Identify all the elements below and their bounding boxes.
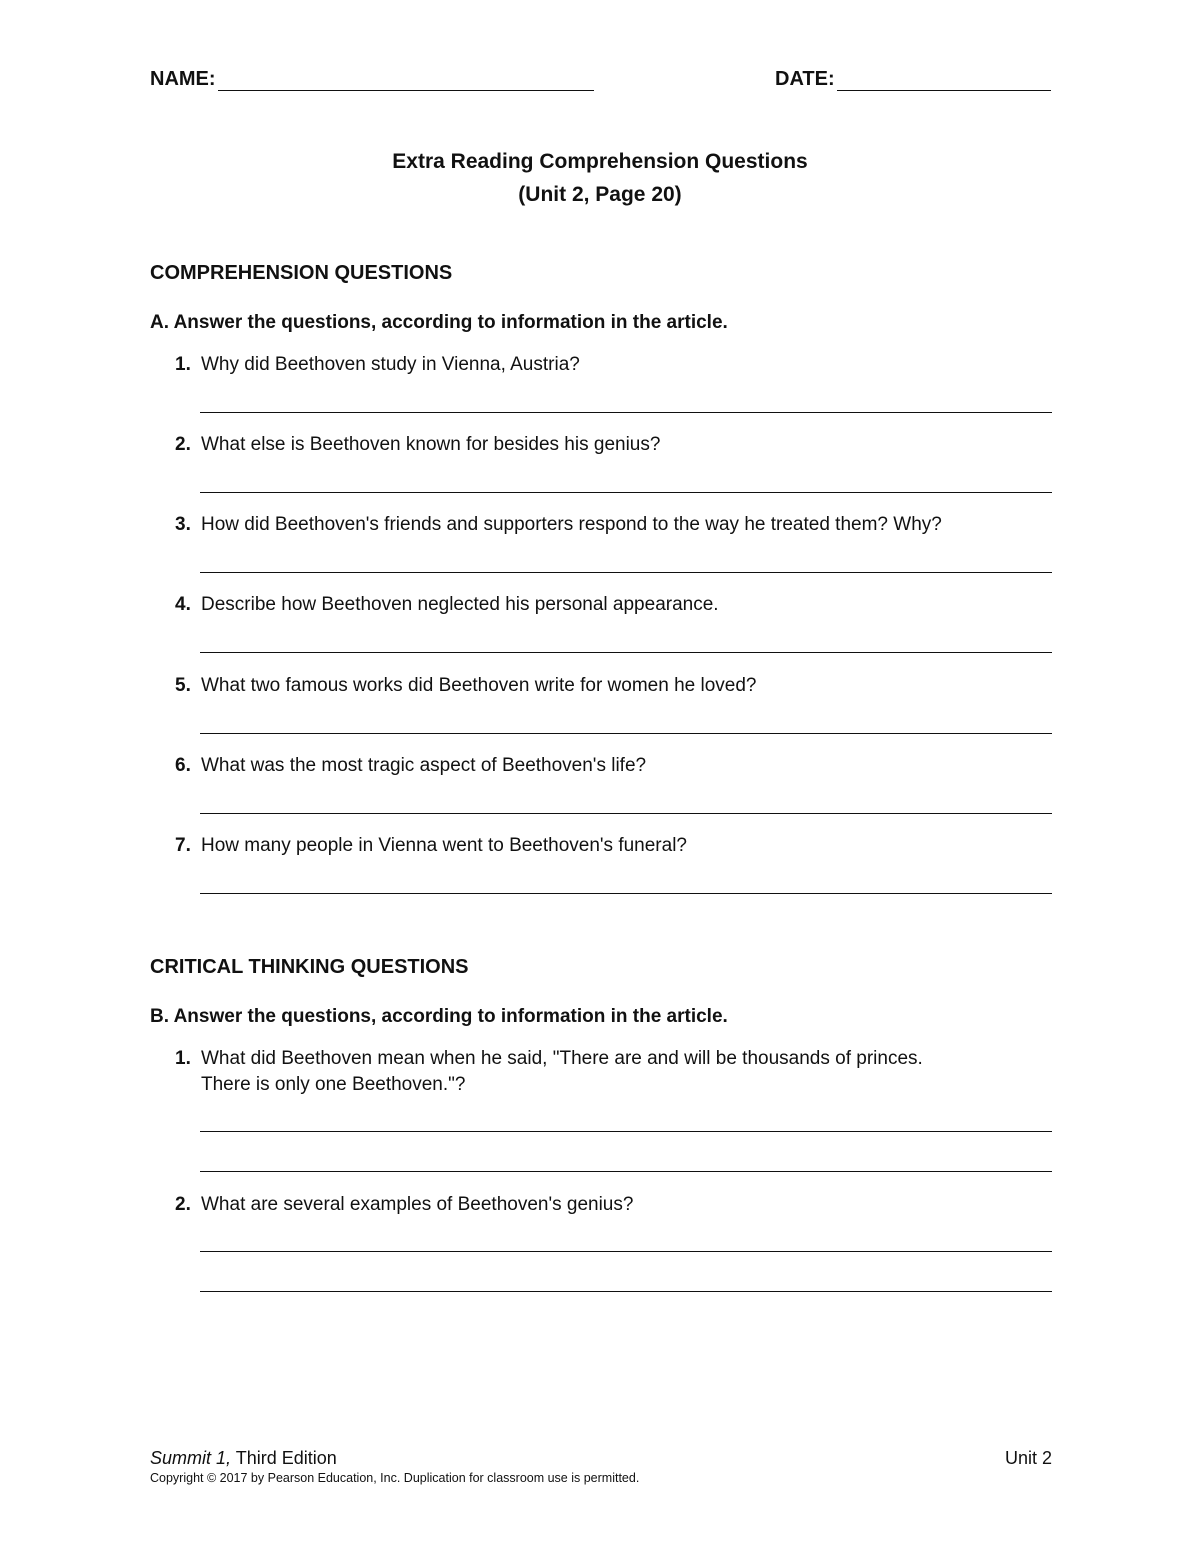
- answer-line: [200, 492, 1052, 493]
- question-number: 4.: [175, 594, 191, 615]
- question-text: What was the most tragic aspect of Beethoven's life?: [201, 755, 647, 776]
- critical-question: [175, 1046, 1055, 1095]
- question-text-line-2: There is only one Beethoven."?: [201, 1074, 466, 1095]
- book-name: Summit 1,: [150, 1448, 232, 1468]
- title-line-1: Extra Reading Comprehension Questions: [392, 150, 808, 173]
- critical-thinking-heading: CRITICAL THINKING QUESTIONS: [150, 956, 469, 978]
- question-text: Why did Beethoven study in Vienna, Austria?: [201, 354, 580, 375]
- comprehension-question: [175, 833, 1055, 859]
- title-line-2: (Unit 2, Page 20): [518, 183, 682, 206]
- question-number: 7.: [175, 835, 191, 856]
- worksheet-title: [0, 145, 1200, 211]
- question-number: 1.: [175, 354, 191, 375]
- comprehension-question: [175, 753, 1055, 779]
- name-blank-line: [218, 69, 594, 91]
- question-number: 2.: [175, 434, 191, 455]
- question-text: Describe how Beethoven neglected his personal appearance.: [201, 594, 719, 615]
- question-number: 5.: [175, 675, 191, 696]
- answer-line: [200, 412, 1052, 413]
- footer-book-title: [150, 1448, 337, 1469]
- date-label: DATE:: [775, 68, 835, 90]
- question-text: What else is Beethoven known for besides his genius?: [201, 434, 661, 455]
- comprehension-question: [175, 352, 1055, 378]
- question-text: [201, 1046, 1051, 1098]
- answer-line: [200, 1131, 1052, 1132]
- answer-line: [200, 813, 1052, 814]
- comprehension-question: [175, 673, 1055, 699]
- comprehension-heading: COMPREHENSION QUESTIONS: [150, 262, 453, 284]
- name-label: NAME:: [150, 68, 216, 90]
- answer-line: [200, 733, 1052, 734]
- answer-line: [200, 1171, 1052, 1172]
- answer-line: [200, 572, 1052, 573]
- question-number: 2.: [175, 1194, 191, 1215]
- comprehension-question: [175, 432, 1055, 458]
- critical-question: [175, 1192, 1055, 1218]
- answer-line: [200, 652, 1052, 653]
- copyright-notice: Copyright © 2017 by Pearson Education, Inc. Duplication for classroom use is permitted.: [150, 1471, 640, 1485]
- answer-line: [200, 1251, 1052, 1252]
- question-text-line-1: What did Beethoven mean when he said, "There are and will be thousands of princes.: [201, 1048, 923, 1069]
- question-number: 1.: [175, 1048, 191, 1069]
- question-text: How did Beethoven's friends and supporters respond to the way he treated them? Why?: [201, 514, 942, 535]
- footer-unit: Unit 2: [1004, 1448, 1052, 1468]
- question-text: How many people in Vienna went to Beethoven's funeral?: [201, 835, 687, 856]
- name-field: [150, 68, 594, 91]
- date-blank-line: [837, 69, 1051, 91]
- question-number: 3.: [175, 514, 191, 535]
- question-text: What two famous works did Beethoven write for women he loved?: [201, 675, 757, 696]
- question-text: What are several examples of Beethoven's genius?: [201, 1194, 634, 1215]
- comprehension-instruction: A. Answer the questions, according to information in the article.: [150, 312, 728, 333]
- answer-line: [200, 1291, 1052, 1292]
- date-field: [775, 68, 1051, 91]
- critical-thinking-instruction: B. Answer the questions, according to information in the article.: [150, 1006, 728, 1027]
- comprehension-question: [175, 512, 1055, 538]
- book-edition: Third Edition: [231, 1448, 337, 1468]
- header-row: [150, 68, 1052, 98]
- question-number: 6.: [175, 755, 191, 776]
- comprehension-question: [175, 592, 1055, 618]
- answer-line: [200, 893, 1052, 894]
